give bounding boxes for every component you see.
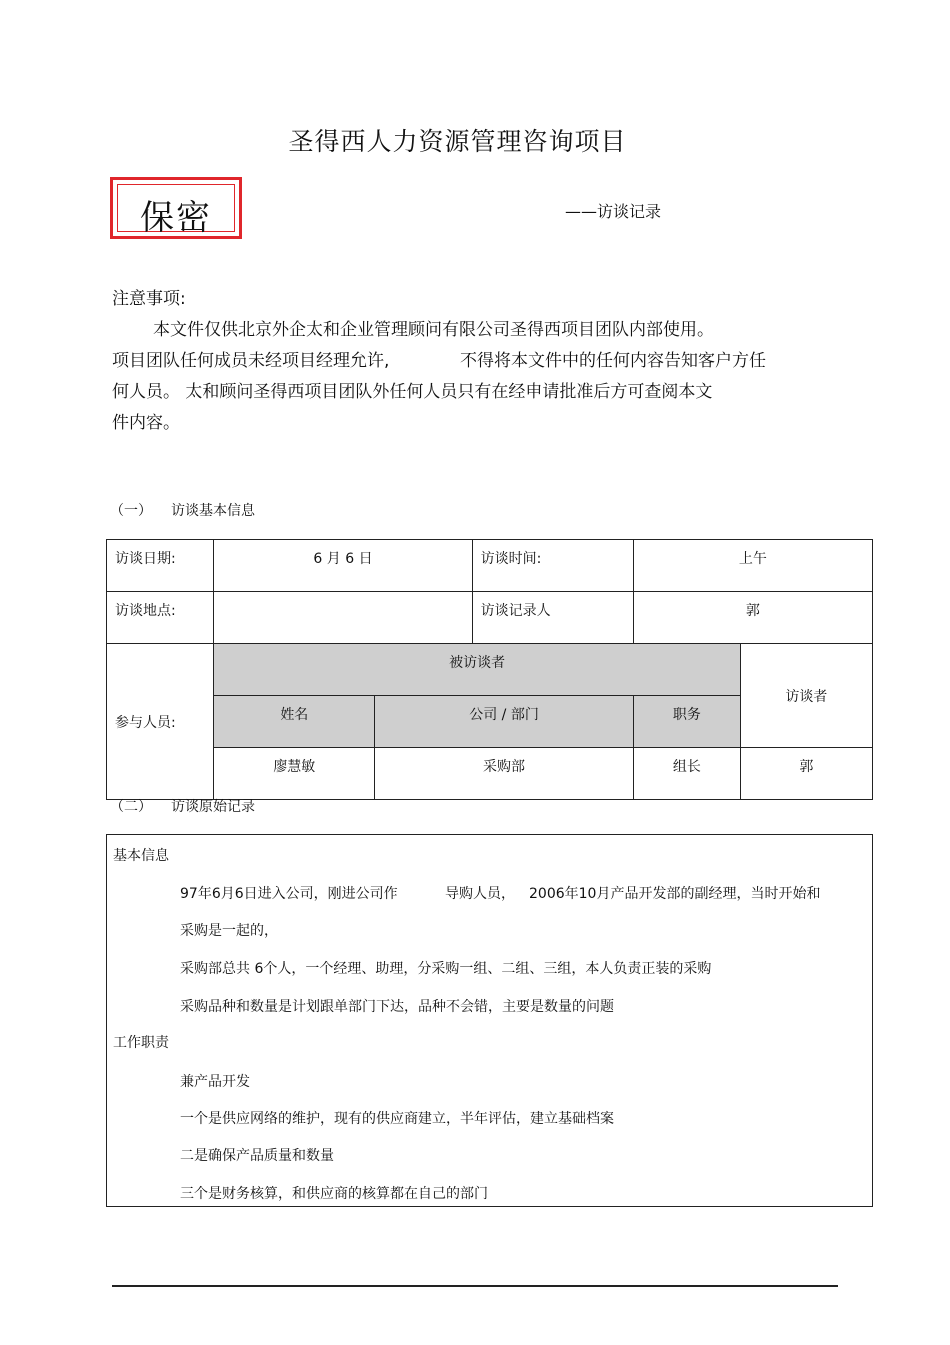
record-line: 采购部总共 6个人，一个经理、助理，分采购一组、二组、三组，本人负责正装的采购 [180,961,712,977]
stamp-text: 保密 [140,198,212,238]
section-2-title: 访谈原始记录 [171,799,255,815]
col-position-header: 职务 [633,696,740,748]
table-row [107,748,873,800]
section-1-title: 访谈基本信息 [171,503,255,519]
record-line: 导购人员， [445,886,515,902]
table-row [107,540,873,592]
participants-label: 参与人员: [107,644,214,800]
place-value [214,592,472,644]
date-label: 访谈日期: [107,540,214,592]
time-label: 访谈时间: [472,540,633,592]
record-line: 三个是财务核算，和供应商的核算都在自己的部门 [180,1186,488,1202]
duties-heading: 工作职责 [113,1035,169,1051]
record-line: 采购品种和数量是计划跟单部门下达，品种不会错，主要是数量的问题 [180,999,614,1015]
notice-line-3: 不得将本文件中的任何内容告知客户方任 [460,351,766,371]
interview-record-box [106,834,873,1207]
recorder-value: 郭 [633,592,872,644]
notice-line-2: 项目团队任何成员未经项目经理允许, [112,351,390,371]
interviewee-name: 廖慧敏 [214,748,375,800]
notice-line-4: 何人员。 太和顾问圣得西项目团队外任何人员只有在经申请批准后方可查阅本文 [112,382,713,402]
notice-line-5: 件内容。 [112,413,180,433]
section-1-label: （一） [110,503,152,519]
place-label: 访谈地点: [107,592,214,644]
basic-info-heading: 基本信息 [113,848,169,864]
interviewer-header: 访谈者 [740,644,872,748]
footer-divider [112,1285,838,1287]
interviewer-name: 郭 [740,748,872,800]
record-line: 兼产品开发 [180,1074,250,1090]
table-row [107,644,873,696]
notice-line-1: 本文件仅供北京外企太和企业管理顾问有限公司圣得西项目团队内部使用。 [153,320,714,340]
col-company-header: 公司 / 部门 [375,696,634,748]
document-subtitle: ——访谈记录 [565,202,662,221]
time-value: 上午 [633,540,872,592]
record-line: 采购是一起的， [180,923,278,939]
interviewee-header: 被访谈者 [214,644,740,696]
interviewee-position: 组长 [633,748,740,800]
record-line: 2006年10月产品开发部的副经理，当时开始和 [529,886,821,902]
confidential-stamp [110,177,242,239]
recorder-label: 访谈记录人 [472,592,633,644]
notice-heading: 注意事项: [112,289,186,309]
record-line: 二是确保产品质量和数量 [180,1148,334,1164]
record-line: 一个是供应网络的维护，现有的供应商建立，半年评估，建立基础档案 [180,1111,614,1127]
table-row [107,592,873,644]
date-value: 6 月 6 日 [214,540,472,592]
section-2-label: （二） [110,799,152,815]
record-line: 97年6月6日进入公司，刚进公司作 [180,886,398,902]
col-name-header: 姓名 [214,696,375,748]
interview-info-table [106,539,873,800]
document-title: 圣得西人力资源管理咨询项目 [288,127,627,156]
interviewee-dept: 采购部 [375,748,634,800]
